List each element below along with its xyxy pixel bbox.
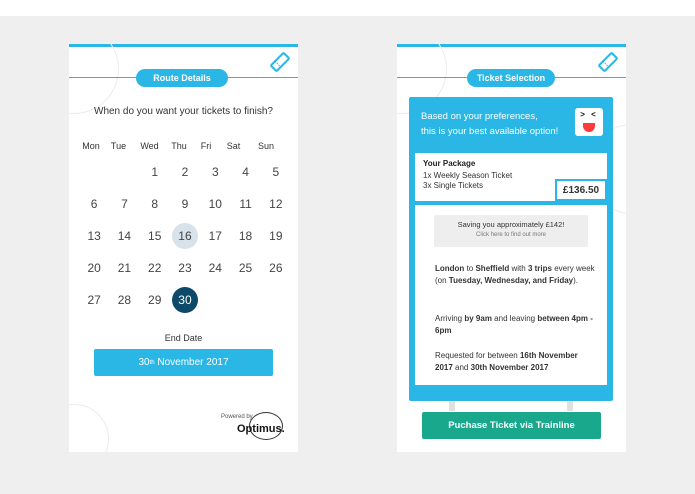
card-header-line1: Based on your preferences, [421, 111, 538, 122]
weekday-label: Fri [200, 141, 212, 151]
time-description [435, 313, 595, 337]
calendar-day-number: 1 [151, 165, 159, 179]
calendar-day[interactable] [109, 255, 139, 281]
calendar-day[interactable] [109, 287, 139, 313]
calendar-day[interactable] [261, 191, 291, 217]
calendar-day-number: 5 [272, 165, 280, 179]
weekday-label: Sun [257, 141, 274, 151]
calendar-day[interactable] [200, 223, 230, 249]
calendar-day-number: 25 [238, 261, 253, 275]
happy-face-icon [575, 108, 603, 136]
calendar-day-number: 30 [172, 287, 198, 313]
calendar-day[interactable] [140, 223, 170, 249]
calendar-day[interactable] [230, 159, 260, 185]
calendar-day[interactable] [170, 223, 200, 249]
calendar-day[interactable] [200, 255, 230, 281]
calendar-day[interactable] [200, 191, 230, 217]
calendar-day-number: 28 [117, 293, 132, 307]
leave-time: between 4pm - 6pm [435, 314, 593, 335]
package-title: Your Package [423, 159, 476, 168]
calendar-day-number: 24 [208, 261, 222, 275]
requested-prefix: Requested for between [435, 351, 518, 360]
calendar-day[interactable] [109, 191, 139, 217]
calendar-day[interactable] [79, 287, 109, 313]
weekday-label: Wed [140, 141, 159, 151]
requested-and: and [455, 363, 469, 372]
route-end: ). [573, 276, 579, 285]
weekday-label: Mon [82, 141, 100, 151]
weekday-label: Sat [226, 141, 241, 151]
calendar-empty-cell [200, 287, 230, 313]
saving-link[interactable]: Click here to find out more [475, 232, 547, 238]
finish-question: When do you want your tickets to finish? [94, 106, 273, 117]
ticket-card [409, 97, 613, 401]
route-description [435, 263, 595, 287]
route-to-word: to [466, 264, 474, 273]
end-date-suffix: th [149, 359, 155, 366]
calendar-day[interactable] [79, 255, 109, 281]
calendar-day[interactable] [140, 255, 170, 281]
route-days: Tuesday, Wednesday, and Friday [448, 276, 574, 285]
leave-prefix: and leaving [494, 314, 536, 323]
calendar-day-number: 26 [269, 261, 283, 275]
purchase-ticket-button[interactable]: Puchase Ticket via Trainline [422, 412, 601, 439]
end-date-button[interactable] [94, 349, 273, 376]
package-line-2: 3x Single Tickets [423, 181, 484, 190]
emoji-mouth [583, 123, 595, 132]
calendar-day-number: 10 [208, 197, 222, 211]
calendar-day[interactable] [200, 159, 230, 185]
end-date-rest: November 2017 [154, 357, 229, 368]
calendar-day-number: 19 [269, 229, 283, 243]
calendar-empty-cell [79, 159, 109, 185]
saving-banner[interactable] [434, 215, 588, 247]
saving-text: Saving you approximately £142! [457, 220, 565, 229]
calendar-day-number: 9 [181, 197, 189, 211]
route-details-screen [69, 44, 298, 452]
calendar-grid [79, 159, 291, 313]
calendar-day-number: 7 [121, 197, 128, 211]
calendar-day[interactable] [79, 191, 109, 217]
weekday-label: Tue [110, 141, 127, 151]
calendar-day-number: 12 [269, 197, 283, 211]
calendar-day[interactable] [140, 191, 170, 217]
card-header [421, 109, 571, 139]
calendar-day-number: 15 [148, 229, 162, 243]
calendar-day-number: 13 [87, 229, 101, 243]
route-with: with [511, 264, 526, 273]
calendar-day[interactable] [170, 191, 200, 217]
top-band [0, 0, 695, 16]
calendar-day-number: 21 [117, 261, 132, 275]
calendar-day[interactable] [79, 223, 109, 249]
calendar-day[interactable] [109, 223, 139, 249]
arrive-time: by 9am [464, 314, 492, 323]
calendar-day[interactable] [230, 191, 260, 217]
calendar-day-number: 11 [239, 197, 252, 211]
calendar-day-number: 3 [211, 165, 219, 179]
route-details-pill: Route Details [136, 69, 228, 87]
package-box [415, 153, 607, 201]
calendar-empty-cell [230, 287, 260, 313]
calendar-day-number: 17 [208, 229, 222, 243]
arrive-prefix: Arriving [435, 314, 463, 323]
optimus-logo: Optimus. [237, 423, 285, 435]
calendar-day[interactable] [140, 287, 170, 313]
calendar-day[interactable] [170, 287, 200, 313]
ticket-selection-screen [397, 44, 626, 452]
card-stand-left [449, 401, 455, 411]
route-to: Sheffield [475, 264, 510, 273]
calendar-empty-cell [109, 159, 139, 185]
calendar-day[interactable] [261, 223, 291, 249]
calendar-day-number: 14 [117, 229, 132, 243]
card-stand-right [567, 401, 573, 411]
calendar-day[interactable] [140, 159, 170, 185]
weekday-label: Thu [171, 141, 187, 151]
end-date-label: End Date [164, 333, 203, 343]
emoji-eyes: > < [580, 110, 598, 119]
calendar-day-number: 4 [242, 165, 249, 179]
price-tag: £136.50 [555, 179, 607, 201]
calendar-day[interactable] [261, 255, 291, 281]
requested-description [435, 350, 595, 374]
calendar-day[interactable] [170, 255, 200, 281]
package-line-1: 1x Weekly Season Ticket [423, 171, 513, 180]
calendar-day-number: 20 [87, 261, 101, 275]
calendar-day[interactable] [230, 255, 260, 281]
ticket-icon[interactable] [269, 51, 291, 73]
ticket-selection-pill: Ticket Selection [467, 69, 555, 87]
calendar-empty-cell [261, 287, 291, 313]
background-decoration [69, 44, 119, 114]
calendar-day[interactable] [230, 223, 260, 249]
calendar-day-number: 6 [90, 197, 98, 211]
calendar-day-number: 29 [148, 293, 162, 307]
card-header-line2: this is your best available option! [421, 126, 559, 137]
calendar-day[interactable] [261, 159, 291, 185]
requested-end: 30th November 2017 [470, 363, 549, 372]
route-from: London [435, 264, 465, 273]
end-date-day: 30 [138, 357, 150, 368]
route-trips: 3 trips [527, 264, 552, 273]
calendar-day-number: 22 [148, 261, 162, 275]
calendar-day-number: 18 [238, 229, 253, 243]
background-decoration [69, 404, 109, 452]
calendar-day[interactable] [170, 159, 200, 185]
calendar-day-number: 23 [178, 261, 192, 275]
powered-by-label: Powered by [221, 414, 253, 420]
requested-start: 16th November 2017 [435, 351, 578, 372]
calendar-day-number: 8 [151, 197, 159, 211]
calendar-day-number: 2 [181, 165, 189, 179]
ticket-icon[interactable] [597, 51, 619, 73]
calendar-day-number: 27 [87, 293, 101, 307]
details-box [415, 205, 607, 385]
weekday-header [79, 141, 291, 151]
route-every: every week (on [435, 264, 595, 285]
calendar-day-number: 16 [172, 223, 198, 249]
